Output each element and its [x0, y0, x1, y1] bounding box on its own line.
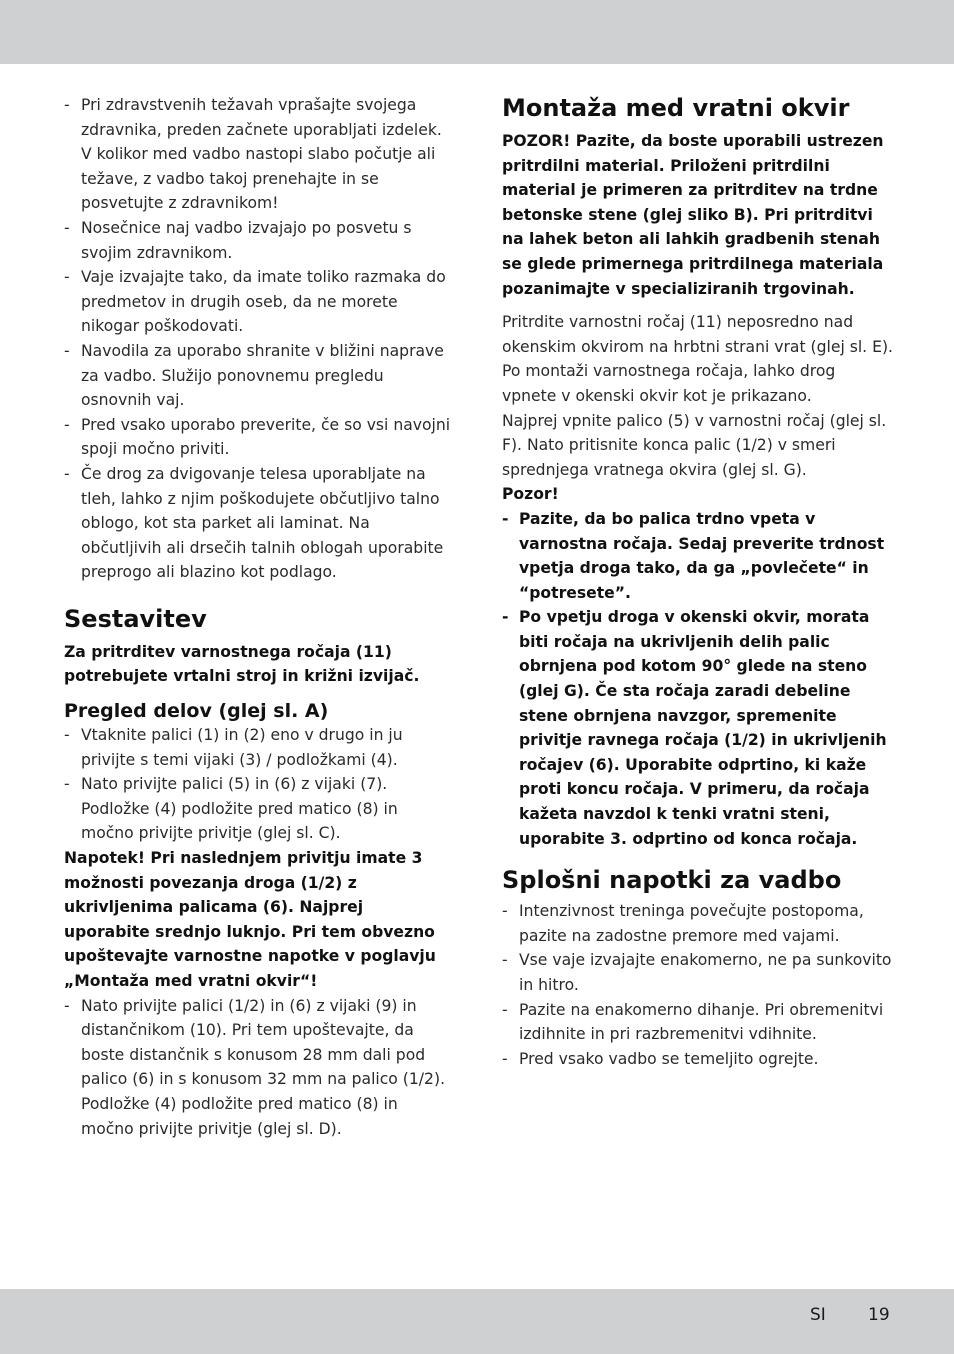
header-band [0, 0, 954, 64]
subheading-parts-overview: Pregled delov (glej sl. A) [64, 700, 329, 723]
list-item: - Vaje izvajajte tako, da imate toliko razmaka do predmetov in drugih oseb, da ne morete nikogar poškodovati. [64, 265, 454, 339]
footer-language: SI [810, 1305, 826, 1325]
list-item: - Vtaknite palici (1) in (2) eno v drugo in ju privijte s temi vijaki (3) / podložkami (4). [64, 723, 454, 772]
page-number: 19 [868, 1305, 890, 1325]
list-item: - Navodila za uporabo shranite v bližini naprave za vadbo. Služijo ponovnemu pregledu osnovnih vaj. [64, 339, 454, 413]
list-item: - Vse vaje izvajajte enakomerno, ne pa sunkovito in hitro. [502, 948, 894, 997]
list-item: - Pred vsako uporabo preverite, če so vsi navojni spoji močno priviti. [64, 413, 454, 462]
caution-label: Pozor! [502, 485, 559, 504]
left-column [64, 93, 454, 1141]
caution-list [502, 507, 894, 851]
list-item: - Nato privijte palici (5) in (6) z vijaki (7). Podložke (4) podložite pred matico (8) in močno privijte privitje (glej sl. C). [64, 772, 454, 846]
assembly-final-list [64, 994, 454, 1142]
warning-paragraph: POZOR! Pazite, da boste uporabili ustrezen pritrdilni material. Priloženi pritrdilni material je primeren za pritrditev na trdne betonske stene (glej sliko B). Pri pritrditvi na lahek beton ali lahkih gradbenih stenah se glede primernega pritrdilnega materiala pozanimajte v specializiranih trgovinah. [502, 132, 884, 298]
list-item: - Nosečnice naj vadbo izvajajo po posvetu s svojim zdravnikom. [64, 216, 454, 265]
right-column [502, 93, 894, 1071]
safety-list [64, 93, 454, 585]
mounting-paragraph-2: Najprej vpnite palico (5) v varnostni ročaj (glej sl. F). Nato pritisnite konca palic (1/2) v smeri sprednjega vratnega okvira (glej sl. G). [502, 411, 887, 479]
section-heading-montaza: Montaža med vratni okvir [502, 94, 850, 122]
list-item: - Po vpetju droga v okenski okvir, morata biti ročaja na ukrivljenih delih palic obrnjena pod kotom 90° glede na steno (glej G). Če sta ročaja zaradi debeline stene obrnjena navzgor, spremenite privitje ravnega ročaja (1/2) in ukrivljenih ročajev (6). Uporabite odprtino, ki kaže proti koncu ročaja. V primeru, da ročaja kažeta navzdol k tenki vratni steni, uporabite 3. odprtino od konca ročaja. [502, 605, 894, 851]
list-item: - Če drog za dvigovanje telesa uporabljate na tleh, lahko z njim poškodujete občutljivo talno oblogo, kot sta parket ali laminat. Na občutljivih ali drsečih talnih oblogah uporabite preprogo ali blazino kot podlago. [64, 462, 454, 585]
list-item: - Pazite, da bo palica trdno vpeta v varnostna ročaja. Sedaj preverite trdnost vpetja droga tako, da ga „povlečete“ in “potresete”. [502, 507, 894, 605]
parts-steps-list [64, 723, 454, 846]
tools-note: Za pritrditev varnostnega ročaja (11) potrebujete vrtalni stroj in križni izvijač. [64, 642, 420, 686]
list-item: - Nato privijte palici (1/2) in (6) z vijaki (9) in distančnikom (10). Pri tem upoštevajte, da boste distančnik s konusom 28 mm dali pod palico (6) in s konusom 32 mm na palico (1/2). Podložke (4) podložite pred matico (8) in močno privijte privitje (glej sl. D). [64, 994, 454, 1142]
list-item: - Pri zdravstvenih težavah vprašajte svojega zdravnika, preden začnete uporabljati izdelek. V kolikor med vadbo nastopi slabo počutje ali težave, z vadbo takoj prenehajte in se posvetujte z zdravnikom! [64, 93, 454, 216]
list-item: - Intenzivnost treninga povečujte postopoma, pazite na zadostne premore med vajami. [502, 899, 894, 948]
section-heading-training-tips: Splošni napotki za vadbo [502, 866, 842, 895]
section-heading-sestavitev: Sestavitev [64, 604, 207, 633]
list-item: - Pred vsako vadbo se temeljito ogrejte. [502, 1047, 894, 1072]
mounting-paragraph: Pritrdite varnostni ročaj (11) neposredno nad okenskim okvirom na hrbtni strani vrat (glej sl. E). Po montaži varnostnega ročaja, lahko drog vpnete v okenski okvir kot je prikazano. [502, 313, 893, 405]
hint-paragraph: Napotek! Pri naslednjem privitju imate 3 možnosti povezanja droga (1/2) z ukrivljenima palicama (6). Najprej uporabite srednjo luknjo. Pri tem obvezno upoštevajte varnostne napotke v poglavju „Montaža med vratni okvir“! [64, 849, 436, 990]
list-item: - Pazite na enakomerno dihanje. Pri obremenitvi izdihnite in pri razbremenitvi vdihnite. [502, 998, 894, 1047]
training-tips-list [502, 899, 894, 1071]
